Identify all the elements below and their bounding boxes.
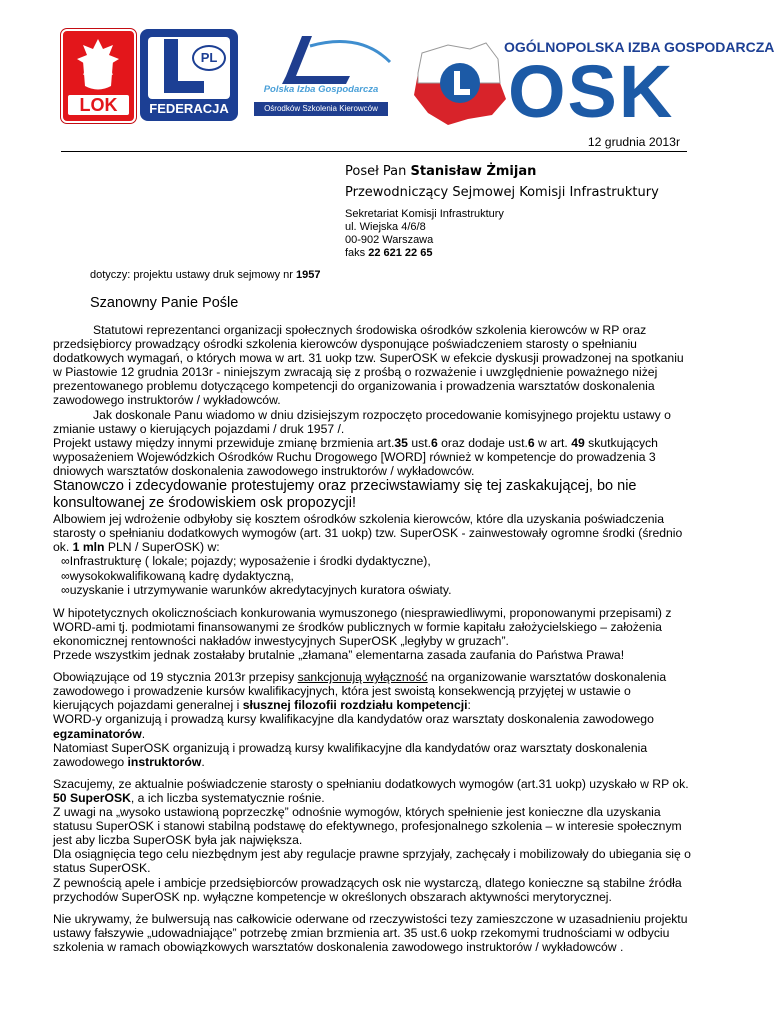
federacja-logo bbox=[140, 29, 238, 121]
paragraph-12: Z uwagi na „wysoko ustawioną poprzeczkę” odnośnie wymogów, których spełnienie jest konieczne dla uzyskania statusu SuperOSK i stanowi stabilną podstawę do efektywnego, profesjonalnego szkolenia – w interesie społecznym jest aby liczba SuperOSK była jak największa. bbox=[53, 805, 682, 848]
osk-title: OGÓLNOPOLSKA IZBA GOSPODARCZA bbox=[504, 39, 774, 55]
list-item: ∞uzyskanie i utrzymywanie warunków akredytacyjnych kuratora oświaty. bbox=[61, 583, 452, 598]
list-item: ∞wysokokwalifikowaną kadrę dydaktyczną, bbox=[61, 568, 294, 583]
paragraph-3: Projekt ustawy między innymi przewiduje zmianę brzmienia art.35 ust.6 oraz dodaje ust.6 w art. 49 skutkujących wyposażeniem Wojewódzkich Ośrodków Ruchu Drogowego [WORD] również w kompetencje do prowadzenia 3 dniowych warsztatów doskonalenia zawodowego instruktorów / wykładowców. bbox=[53, 435, 658, 478]
federacja-text: FEDERACJA bbox=[149, 101, 229, 116]
paragraph-9: WORD-y organizują i prowadzą kursy kwalifikacyjne dla kandydatów oraz warsztaty doskonalenia zawodowego egzaminatorów. bbox=[53, 712, 654, 741]
pig-logo bbox=[250, 32, 392, 122]
pl-badge: PL bbox=[192, 45, 226, 71]
paragraph-11: Szacujemy, ze aktualnie poświadczenie starosty o spełnianiu dodatkowych wymogów (art.31 uokp) uzyskało w RP ok. 50 SuperOSK, a ich liczba systematycznie rośnie. bbox=[53, 776, 689, 805]
salutation: Szanowny Panie Pośle bbox=[90, 295, 239, 311]
paragraph-14: Z pewnością apele i ambicje przedsiębiorców prowadzących osk nie wystarczą, dlatego konieczne są stabilne źródła przychodów SuperOSK np. wyłączne kompetencje w określonych obszarach aktywności merytorycznej. bbox=[53, 875, 682, 904]
paragraph-6: W hipotetycznych okolicznościach konkurowania wymuszonego (niesprawiedliwymi, proponowanymi przepisami) z WORD-ami tj. podmiotami finansowanymi ze środków publicznych w formie kapitału założycielskiego – założenia ekonomicznej rentowności nakładów inwestycyjnych SuperOSK „ległyby w gruzach”. bbox=[53, 605, 672, 648]
paragraph-8: Obowiązujące od 19 stycznia 2013r przepisy sankcjonują wyłączność na organizowanie warsztatów doskonalenia zawodowego i prowadzenie kursów kwalifikacyjnych, która jest swoistą konsekwencją przyjętej w ustawie o kierujących pojazdami generalnej i słusznej filozofii rozdziału kompetencji: bbox=[53, 670, 667, 713]
paragraph-7: Przede wszystkim jednak zostałaby brutalnie „złamana” elementarna zasada zaufania do Państwa Prawa! bbox=[53, 648, 625, 663]
letter-body bbox=[53, 323, 693, 954]
regarding-line: dotyczy: projektu ustawy druk sejmowy nr 1957 bbox=[90, 269, 321, 281]
header-divider bbox=[61, 151, 687, 152]
paragraph-5: Albowiem jej wdrożenie odbyłoby się kosztem ośrodków szkolenia kierowców, które dla uzyskania poświadczenia starosty o spełnianiu dodatkowych wymogów (art. 31 uokp) tzw. SuperOSK - zainwestowały ogromne środki (średnio ok. 1 mln PLN / SuperOSK) w: bbox=[53, 512, 683, 555]
lok-logo-text: LOK bbox=[79, 95, 118, 115]
paragraph-13: Dla osiągnięcia tego celu niezbędnym jest aby regulacje prawne sprzyjały, zachęcały i mobilizowały do ubiegania się o status SuperOSK. bbox=[53, 847, 691, 876]
paragraph-1: Statutowi reprezentanci organizacji społecznych środowiska ośrodków szkolenia kierowców w RP oraz przedsiębiorcy prowadzący ośrodki szkolenia kierowców dysponujące poświadczeniem starosty o spełnianiu dodatkowych wymagań, o których mowa w art. 31 uokp tzw. SuperOSK w efekcie dyskusji prowadzonej na spotkaniu w Piastowie 12 grudnia 2013r - niniejszym zwracają się z prośbą o rozważenie i uwzględnienie poważnego niżej prezentowanego problemu dotyczącego kompetencji do organizowania i prowadzenia warsztatów doskonalenia zawodowego instruktorów / wykładowców. bbox=[53, 323, 684, 408]
addressee-position: Przewodniczący Sejmowej Komisji Infrastruktury bbox=[345, 185, 659, 200]
letter-date: 12 grudnia 2013r bbox=[587, 135, 680, 149]
paragraph-10: Natomiast SuperOSK organizują i prowadzą kursy kwalifikacyjne dla kandydatów oraz warsztaty doskonalenia zawodowego instruktorów. bbox=[53, 740, 648, 769]
list-item: ∞Infrastrukturę ( lokale; pojazdy; wyposażenie i środki dydaktyczne), bbox=[61, 554, 431, 569]
lok-logo bbox=[61, 29, 136, 123]
addressee-name: Stanisław Żmijan bbox=[410, 164, 537, 179]
pig-line1: Polska Izba Gospodarcza bbox=[263, 84, 379, 95]
paragraph-15: Nie ukrywamy, że bulwersują nas całkowicie oderwane od rzeczywistości tezy zamieszczone w uzasadnieniu projektu ustawy fałszywie „udowadniające” potrzebę zmian brzmienia art. 35 ust.6 uokp rzekomymi trudnościami w odbyciu szkolenia w ramach obowiązkowych warsztatów doskonalenia zawodowego instruktorów / wykładowców . bbox=[53, 911, 688, 954]
osk-acronym: OSK bbox=[508, 50, 675, 133]
addressee-line: Poseł Pan Stanisław Żmijan bbox=[345, 164, 537, 179]
pig-line2: Ośrodków Szkolenia Kierowców bbox=[254, 102, 388, 116]
protest-statement: Stanowczo i zdecydowanie protestujemy oraz przeciwstawiamy się tej zaskakującej, bo nie konsultowanej ze środowiskiem osk propozycji! bbox=[53, 478, 637, 512]
fax-number: 22 621 22 65 bbox=[368, 247, 433, 259]
addressee-address: Sekretariat Komisji Infrastruktury ul. Wiejska 4/6/8 00-902 Warszawa faks 22 621 22 65 bbox=[345, 208, 504, 259]
paragraph-2: Jak doskonale Panu wiadomo w dniu dzisiejszym rozpoczęto procedowanie komisyjnego projektu ustawy o zmianie ustawy o kierujących pojazdami / druk 1957 /. bbox=[53, 407, 671, 436]
osk-logo bbox=[408, 39, 774, 134]
